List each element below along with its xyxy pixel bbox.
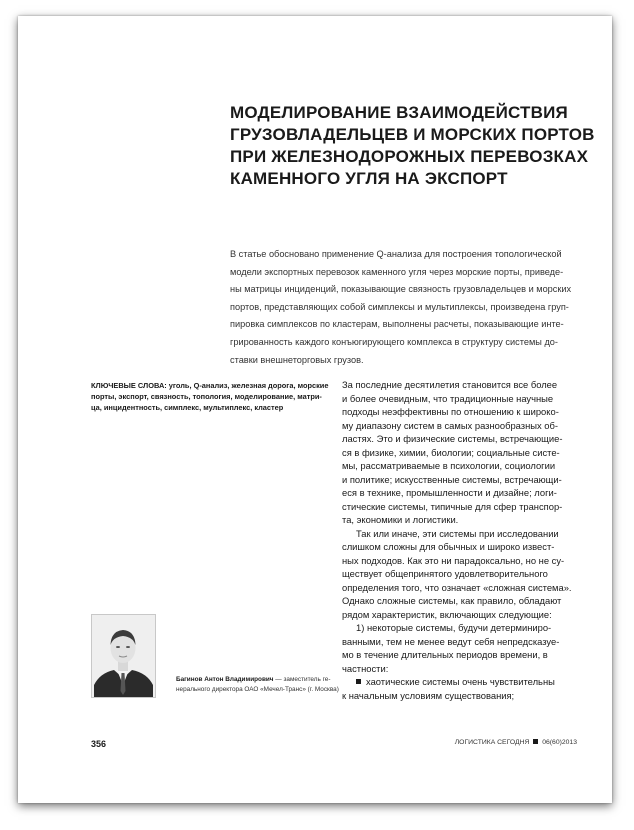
title-line: МОДЕЛИРОВАНИЕ ВЗАИМОДЕЙСТВИЯ (230, 103, 568, 122)
body-line: 1) некоторые системы, будучи детерминиро- (356, 622, 552, 633)
journal-issue: 06(60)2013 (542, 739, 577, 746)
author-portrait-icon (92, 615, 155, 697)
abstract-line: ны матрицы инциденций, показывающие связность грузовладельцев и морских (230, 284, 572, 295)
body-line: мы, рассматриваемые в психологии, социологии (342, 460, 556, 471)
body-line: стические системы, типичные для сфер транспор- (342, 500, 563, 512)
keywords-line: ца, инцидентность, симплекс, мультиплекс, кластер (91, 403, 284, 412)
author-name: Багинов Антон Владимирович (176, 676, 274, 683)
body-line: та, экономики и логистики. (342, 514, 459, 525)
bullet-item (342, 675, 597, 689)
body-line: Однако сложные системы, как правило, обладают (342, 595, 562, 606)
abstract-line: портов, представляющих собой симплексы и мультиплексы, произведена груп- (230, 301, 569, 312)
body-line: слишком сложны для обычных и широко извест- (342, 541, 555, 552)
body-line: частности: (342, 662, 389, 674)
body-line: определения того, что означает «сложная система». (342, 581, 572, 593)
abstract-line: грированность каждого конъюгирующего комплекса в структуру системы до- (230, 336, 558, 347)
author-info (176, 675, 341, 694)
abstract-line: модели экспортных перевозок каменного угля через морские порты, приведе- (230, 266, 564, 277)
body-line: За последние десятилетия становится все более (342, 379, 558, 390)
body-line: подходы неэффективны по отношению к широко- (342, 406, 559, 417)
body-line: ся в физике, химии, биологии; социальные систе- (342, 446, 560, 458)
journal-footer (455, 739, 577, 746)
author-photo (91, 614, 156, 698)
body-line: ластях. Это и физические системы, встречающие- (342, 433, 563, 444)
body-line: му диапазону систем в самых разнообразных об- (342, 419, 558, 431)
abstract-line: ставки внешнеторговых грузов. (230, 354, 364, 365)
journal-name: ЛОГИСТИКА СЕГОДНЯ (454, 739, 530, 746)
journal-page (18, 16, 612, 803)
body-line: ных подходов. Как это ни парадоксально, но не су- (342, 554, 565, 566)
abstract-line: В статье обосновано применение Q-анализа для построения топологической (230, 249, 562, 259)
bullet-square-icon (356, 679, 361, 684)
abstract (230, 246, 594, 369)
author-desc-line: нерального директора ОАО «Мечел-Транс» (г. Москва) (176, 685, 339, 693)
body-text-column (342, 378, 597, 702)
body-line: и политике; искусственные системы, встречающи- (342, 473, 562, 485)
abstract-line: пировка симплексов по кластерам, выполнены расчеты, показывающие инте- (230, 319, 564, 330)
title-line: ГРУЗОВЛАДЕЛЬЦЕВ И МОРСКИХ ПОРТОВ (230, 125, 595, 144)
body-line: и более очевидным, что традиционные научные (342, 392, 554, 404)
body-line: еся в технике, промышленности и дизайне; логи- (342, 487, 557, 498)
body-line: к начальным условиям существования; (342, 689, 515, 701)
body-line: мо в течение длительных периодов времени, в (342, 649, 548, 660)
page-number: 356 (91, 739, 107, 749)
title-line: КАМЕННОГО УГЛЯ НА ЭКСПОРТ (230, 169, 508, 188)
author-desc: — заместитель ге- (273, 676, 331, 683)
body-line: Так или иначе, эти системы при исследовании (356, 527, 559, 539)
article-title (230, 102, 595, 190)
author-line (176, 675, 341, 685)
keywords-block (91, 380, 341, 413)
keywords-line: порты, экспорт, связность, топология, моделирование, матри- (91, 392, 322, 401)
body-line: рядом характеристик, включающих следующие: (342, 608, 552, 620)
keywords-line: КЛЮЧЕВЫЕ СЛОВА: уголь, Q-анализ, железная дорога, морские (91, 381, 329, 390)
body-line: ществует общепринятого удовлетворительного (342, 568, 548, 579)
bullet-text: хаотические системы очень чувствительны (366, 676, 555, 687)
title-line: ПРИ ЖЕЛЕЗНОДОРОЖНЫХ ПЕРЕВОЗКАХ (230, 147, 589, 166)
square-separator-icon (533, 739, 538, 744)
body-line: ванными, тем не менее ведут себя непредсказуе- (342, 635, 560, 647)
